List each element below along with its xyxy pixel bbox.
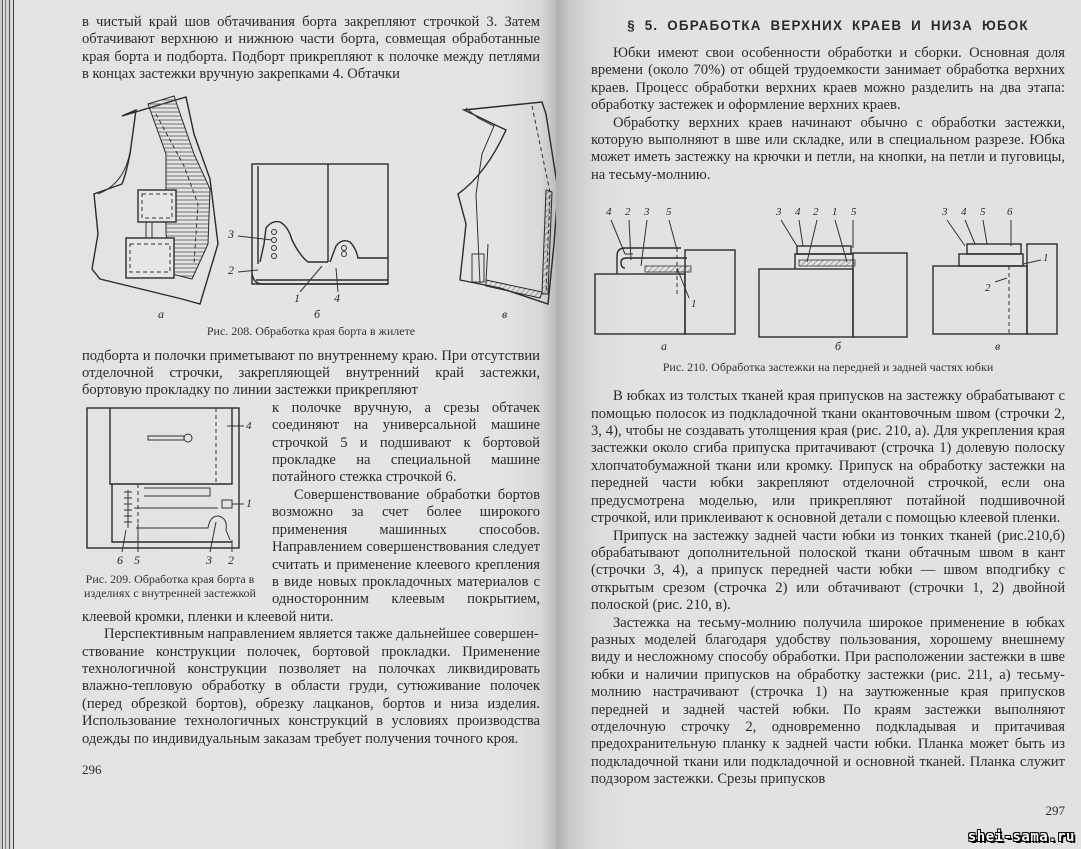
side-paragraph-3-start: Перспективным направлением является также дальнейшее совершен-: [104, 626, 539, 643]
left-bottom-paragraph: ствование конструкции полочек, бортовой прокладки. Применение технологичной конструкции позволяет на полочках ликвидировать влажно-тепловую обработку в области груди, сутюживание полочек (перед обрезкой бортов), обрезку лацканов, бортов и низа изделия. Использование технологичных конструкций в условиях производства одежды по индивидуальным заказам требует получения точного кроя.: [82, 643, 540, 747]
figure-208: [86, 94, 536, 340]
right-paragraph-3: В юбках из толстых тканей края припусков на застежку обрабатывают с помощью полосок из подкладочной ткани окантовочным швом (строчки 2, 3, 4), чтобы не создавать утолщения края (рис. 210, а). Для укрепления края застежки около сгиба припуска притачивают (строчка 1) долевую полоску хлопчатобумажной ткани или кромку. Припуск на обработку застежки на передней части юбки закрепляют отделочной строчкой, если она предусмотрена моделью, или прикрепляют потайной подшивочной строчкой, или приклеивают к основной детали с помощью клеевой пленки.: [591, 388, 1065, 527]
fig209-callout-3: 3: [206, 552, 212, 567]
figure-208c-jacket: [458, 102, 558, 304]
right-paragraph-2: Обработку верхних краев начинают обычно с обработки застежки, которую выполняют в шве или складке, или в специальном разрезе. Юбка может иметь застежку на крючки и петли, на кнопки, на петли и пуговицы, на тесьму-молнию.: [591, 114, 1065, 183]
figure-209: [82, 404, 258, 600]
page-number-right: 297: [1045, 802, 1065, 818]
figure-210: [591, 198, 1065, 382]
fig210a-callout-1: 1: [691, 298, 697, 311]
fig208-callout-4: 4: [334, 290, 340, 305]
figure-210-caption: Рис. 210. Обработка застежки на передней и задней частях юбки: [662, 360, 994, 375]
fig209-callout-4: 4: [246, 419, 252, 432]
figure-209-drawing: [82, 404, 258, 554]
right-paragraph-1: Юбки имеют свои особенности обработки и сборки. Основная доля времени (около 70%) от общей трудоемкости занимает обработка верхних краев. Процесс обработки верхних краев можно разделить на два этапа: обработку застежек и оформление верхних краев.: [591, 45, 1065, 114]
watermark: shei-sama.ru: [967, 828, 1075, 845]
right-intro: [591, 45, 1065, 184]
fig209-callout-5: 5: [134, 552, 140, 567]
fig210-label-c: в: [995, 339, 1001, 354]
fig210b-callout-5: 5: [851, 206, 857, 219]
fig210b-callout-1: 1: [832, 206, 838, 219]
fig210c-callout-6: 6: [1007, 206, 1013, 219]
fig210a-callout-4: 4: [606, 206, 612, 219]
fig210c-callout-1: 1: [1043, 252, 1049, 265]
page-number-left: 296: [82, 761, 102, 777]
right-page: [556, 0, 1081, 849]
fig208-callout-2: 2: [228, 262, 234, 277]
fig209-callout-1: 1: [246, 495, 252, 510]
figure-208-drawing: [86, 94, 536, 306]
fig209-callout-2: 2: [228, 552, 234, 567]
figure-208b-detail: [238, 164, 388, 292]
fig210c-callout-5: 5: [980, 206, 986, 219]
section-heading: § 5. ОБРАБОТКА ВЕРХНИХ КРАЕВ И НИЗА ЮБОК: [627, 18, 1029, 33]
fig208-label-b: б: [314, 306, 321, 321]
left-top-paragraph: в чистый край шов обтачивания борта закрепляют строчкой 3. Затем обтачивают верхнюю и нижнюю части борта, совмещая обработанные края борта и подборта. Подборт прикрепляют к полочке между петлями в концах застежки вручную закрепками 4. Обтачки: [82, 14, 540, 83]
figure-209-caption: Рис. 209. Обработка края борта в изделиях с внутренней застежкой: [84, 571, 256, 600]
side-paragraph-2: Совершенствование обработки бортов возможно за счет более широкого применения машинных способов. Направлением совершенствования следует считать и применение клеевого крепления в виде новых прокладочных материалов с односторонним клеевым покрытием, клеевой кромки, пленки и клеевой нити.: [82, 486, 540, 625]
fig210a-callout-3: 3: [644, 206, 650, 219]
fig210c-callout-4: 4: [961, 206, 967, 219]
fig208-callout-1: 1: [294, 290, 300, 305]
fig210b-callout-4: 4: [795, 206, 801, 219]
fig210c-callout-3: 3: [942, 206, 948, 219]
fig210a-callout-2: 2: [625, 206, 631, 219]
fig210c-callout-2: 2: [985, 282, 991, 295]
fig210-label-b: б: [835, 339, 842, 354]
left-middle-paragraph: подборта и полочки приметывают по внутреннему краю. При отсутствии отделочной строчки, закрепляющей внутренний край застежки, бортовую прокладку по линии застежки прикрепляют: [82, 347, 540, 399]
fig208-callout-3: 3: [228, 226, 234, 241]
fig208-label-c: в: [502, 306, 508, 321]
fig209-callout-6: 6: [117, 552, 123, 567]
fig210a-callout-5: 5: [666, 206, 672, 219]
figure-210a: [595, 220, 735, 334]
figure-210c: [933, 220, 1057, 334]
figure-208-caption: Рис. 208. Обработка края борта в жилете: [206, 323, 416, 338]
fig208-label-a: а: [158, 306, 164, 321]
fig210-label-a: а: [661, 339, 667, 354]
figure-210-drawing: [591, 198, 1065, 348]
fig210b-callout-2: 2: [813, 206, 819, 219]
figure-210b: [759, 220, 907, 337]
right-body: [591, 388, 1065, 788]
right-paragraph-5: Застежка на тесьму-молнию получила широкое применение в юбках разных моделей благодаря удобству пользования, хорошему внешнему виду и несложному способу обработки. При расположении застежки в шве юбки и наличии припусков на обработку застежки (рис. 211, а) тесьму-молнию настрачивают (строчка 1) на заутюженные края припусков передней и задней частей юбки. По краям застежки выполняют отделочную строчку 2, одновременно подкладывая и притачивая предохранительную планку к задней части юбки. Планка может быть из подкладочной ткани или подкладочной и основной тканей. Планка служит подзором застежки. Срезы припусков: [591, 614, 1065, 788]
page-edge: [0, 0, 16, 849]
right-paragraph-4: Припуск на застежку задней части юбки из тонких тканей (рис.210,б) обрабатывают дополнительной полоской ткани обтачным швом в кант (строчки 3, 4), а припуск передней части юбки — швом вподгибку с открытым срезом (строчка 2) или обтачивают (строчки 1, 2) двойной полоской (рис. 210, в).: [591, 527, 1065, 614]
side-paragraph-1: к полочке вручную, а срезы обтачек соединяют на универсальной машине строчкой 5 и подшивают к бортовой прокладке на специальной машине потайного стежка строчкой 6.: [272, 399, 540, 486]
fig210b-callout-3: 3: [776, 206, 782, 219]
figure-208a-vest: [92, 96, 218, 304]
